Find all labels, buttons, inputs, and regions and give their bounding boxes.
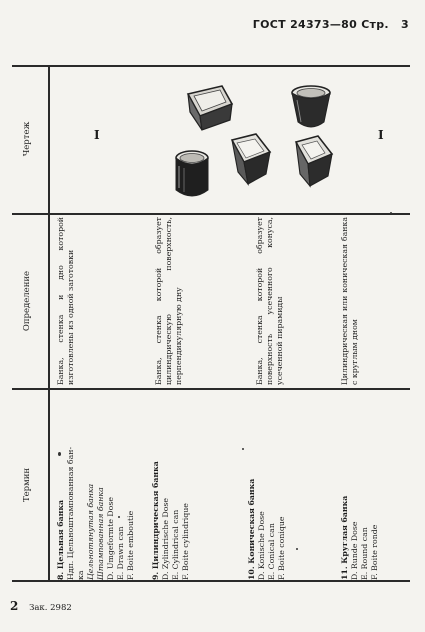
footer xyxy=(10,599,72,613)
column-header-definition: Определение xyxy=(22,270,32,332)
page-number: 3 xyxy=(401,18,409,31)
conical-square-can-illustration xyxy=(290,132,338,190)
drawing-mark-8: I xyxy=(94,128,100,142)
table-bottom-border xyxy=(12,580,410,582)
header-column-divider xyxy=(48,65,50,581)
scan-dot xyxy=(118,516,120,518)
divider-definition-drawing xyxy=(12,213,410,215)
term-entry-8: 8. Цельная банка Ндп. Цельноштампованная бан- ка Цельнотянутая банка Штампованная банка D. Umgeformte Dose E. Drawn can F. Boite emboutie xyxy=(56,446,135,580)
term-entry-10: 10. Коническая банка D. Konische Dose E. Conical can F. Boite conique xyxy=(247,478,286,580)
page-label: Стр. xyxy=(361,18,389,31)
standard-number: ГОСТ 24373—80 xyxy=(252,18,358,31)
footer-order-number: Зак. 2982 xyxy=(29,603,72,613)
definition-entry-8: Банка, стенка и дно которой изготовлены из одной заготовки xyxy=(56,217,75,385)
column-header-term: Термин xyxy=(22,467,32,503)
column-header-drawing: Чертеж xyxy=(22,121,32,157)
scan-dot xyxy=(390,212,392,214)
table-top-border xyxy=(12,65,410,67)
term-entry-9: 9. Цилиндрическая банка D. Zylindrische Dose E. Cylindrical can F. Boite cylindrique xyxy=(151,461,190,580)
footer-page-number: 2 xyxy=(10,599,19,613)
definition-entry-9: Банка, стенка которой образует цилиндрическую поверхность, перпендикулярную дну xyxy=(154,217,183,385)
definition-entry-11: Цилиндрическая или коническая банка с круглым дном xyxy=(340,217,359,385)
round-conical-can-illustration xyxy=(288,84,334,132)
page-header xyxy=(253,18,409,31)
scan-dot xyxy=(242,448,244,450)
term-entry-11: 11. Круглая банка D. Runde Dose E. Round can F. Boite ronde xyxy=(340,495,379,580)
definition-entry-10: Банка, стенка которой образует поверхность усеченного конуса, усеченной пирамиды xyxy=(255,217,284,385)
conical-rectangular-can-illustration xyxy=(226,132,276,188)
drawing-mark-11: I xyxy=(378,128,384,142)
cylindrical-can-illustration xyxy=(170,148,214,202)
scan-dot xyxy=(58,452,61,456)
scan-dot xyxy=(296,548,298,550)
divider-term-definition xyxy=(12,388,410,390)
drawn-can-illustration xyxy=(180,82,236,134)
